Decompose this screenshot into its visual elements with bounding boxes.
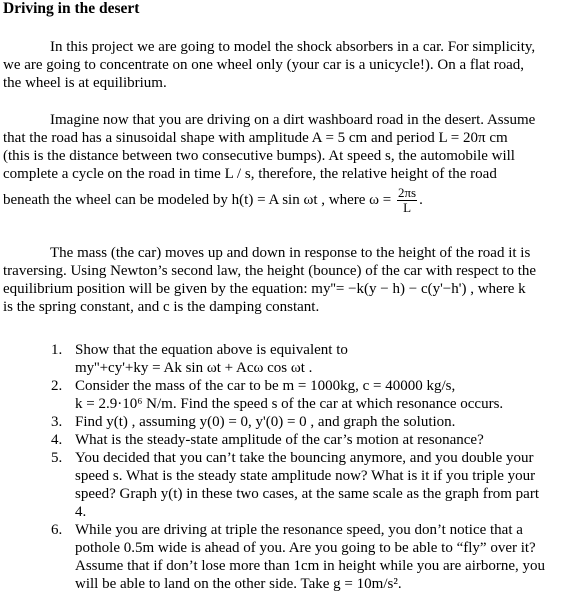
text-line: Assume that if don’t lose more than 1cm in height while you are airborne, you <box>75 558 546 574</box>
text-line: In this project we are going to model the shock absorbers in a car. For simplicity, <box>50 39 536 55</box>
text-line: You decided that you can’t take the bouncing anymore, and you double your <box>75 450 534 466</box>
text-segment: beneath the wheel can be modeled by h(t) = A sin ωt , where ω = <box>3 192 392 208</box>
list-item <box>0 449 584 521</box>
list-item <box>0 521 584 593</box>
text-line: What is the steady-state amplitude of the car’s motion at resonance? <box>75 432 484 448</box>
text-line: Find y(t) , assuming y(0) = 0, y'(0) = 0 , and graph the solution. <box>75 414 456 430</box>
question-list <box>0 341 584 593</box>
text-line: k = 2.9·10⁶ N/m. Find the speed s of the car at which resonance occurs. <box>75 396 504 412</box>
text-line: equilibrium position will be given by the equation: my''= −k(y − h) − c(y'−h') , where k <box>3 281 526 297</box>
item-number: 4. <box>51 432 63 448</box>
list-item <box>0 377 584 413</box>
paragraph-intro <box>3 38 579 92</box>
list-item <box>0 413 584 431</box>
text-line: pothole 0.5m wide is ahead of you. Are you going to be able to “fly” over it? <box>75 540 536 556</box>
text-line: complete a cycle on the road in time L / s, therefore, the relative height of the road <box>3 166 497 182</box>
item-number: 6. <box>51 522 63 538</box>
omega-fraction <box>397 186 417 215</box>
text-line: the wheel is at equilibrium. <box>3 75 167 91</box>
text-line: Consider the mass of the car to be m = 1000kg, c = 40000 kg/s, <box>75 378 456 394</box>
list-item <box>0 431 584 449</box>
item-number: 5. <box>51 450 63 466</box>
document-title: Driving in the desert <box>3 0 140 17</box>
text-line: (this is the distance between two consecutive bumps). At speed s, the automobile will <box>3 148 515 164</box>
text-line: 4. <box>75 504 87 520</box>
paragraph-newton <box>3 244 579 316</box>
formula-line <box>3 185 579 215</box>
text-line: speed s. What is the steady state amplitude now? What is it if you triple your <box>75 468 536 484</box>
paragraph-road-model <box>3 111 579 215</box>
text-line: The mass (the car) moves up and down in response to the height of the road it is <box>50 245 531 261</box>
item-number: 2. <box>51 378 63 394</box>
item-number: 1. <box>51 342 63 358</box>
text-line: is the spring constant, and c is the damping constant. <box>3 299 320 315</box>
text-line: speed? Graph y(t) in these two cases, at the same scale as the graph from part <box>75 486 539 502</box>
text-line: traversing. Using Newton’s second law, the height (bounce) of the car with respect to the <box>3 263 537 279</box>
fraction-numerator: 2πs <box>397 185 417 201</box>
text-line: that the road has a sinusoidal shape with amplitude A = 5 cm and period L = 20π cm <box>3 130 508 146</box>
text-line: Show that the equation above is equivalent to <box>75 342 348 358</box>
fraction-denominator: L <box>403 200 412 216</box>
text-line: we are going to concentrate on one wheel only (your car is a unicycle!). On a flat road, <box>3 57 525 73</box>
text-line: will be able to land on the other side. Take g = 10m/s². <box>75 576 402 592</box>
text-line: Imagine now that you are driving on a dirt washboard road in the desert. Assume <box>50 112 536 128</box>
list-item <box>0 341 584 377</box>
text-line: my''+cy'+ky = Ak sin ωt + Acω cos ωt . <box>75 360 313 376</box>
text-line: While you are driving at triple the resonance speed, you don’t notice that a <box>75 522 523 538</box>
item-number: 3. <box>51 414 63 430</box>
text-segment: . <box>419 192 423 208</box>
